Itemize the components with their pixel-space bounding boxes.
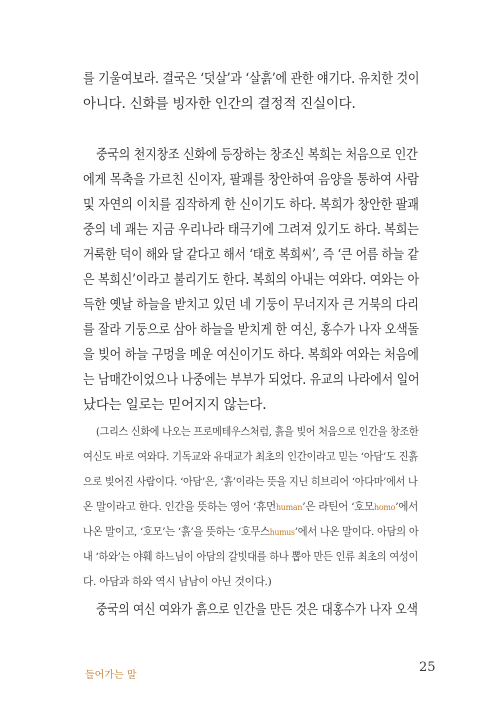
note-text: ’에서 [395,501,419,513]
body-text-line: 났다는 일로는 믿어지지 않는다. [83,397,267,413]
body-text-line: 중국의 천지창조 신화에 등장하는 창조신 복희는 처음으로 인간 [96,147,418,163]
body-text-line: 를 잘라 기둥으로 삼아 하늘을 받치게 한 여신, 홍수가 나자 오색돌 [83,322,419,338]
note-text-line: (그리스 신화에 나오는 프로메테우스처럼, 흙을 빚어 처음으로 인간을 창조한 [96,426,419,438]
page-number: 25 [419,660,436,675]
body-text-line: 을 빚어 하늘 구멍을 메운 여신이기도 하다. 복희와 여와는 처음에 [83,347,419,363]
body-text-line: 중국의 여신 여와가 흙으로 인간을 만든 것은 대홍수가 나자 오색 [96,602,418,618]
note-text-line: 내 ‘하와’는 야훼 하느님이 아담의 갈빗대를 하나 뽑아 만든 인류 최초의 여성이 [83,551,419,563]
note-text: 온 말이라고 한다. 인간을 뜻하는 영어 ‘휴먼 [83,501,276,513]
body-text-line: 에게 목축을 가르친 신이자, 팔괘를 창안하여 음양을 통하여 사람 [83,172,419,188]
body-text-line: 는 남매간이었으나 나중에는 부부가 되었다. 유교의 나라에서 일어 [83,372,420,388]
body-text-line: 은 복희신’이라고 불리기도 한다. 복희의 아내는 여와다. 여와는 아 [83,272,419,288]
body-text-line: 중의 네 괘는 지금 우리나라 태극기에 그려져 있기도 하다. 복희는 [83,222,419,238]
note-text: ’에서 나온 말이다. 아담의 아 [294,526,419,538]
note-text-line: 여신도 바로 여와다. 기독교와 유대교가 최초의 인간이라고 믿는 ‘아담’도 진흙 [83,451,418,463]
note-text-line: 으로 빚어진 사람이다. ‘아담’은, ‘흙’이라는 뜻을 지닌 히브리어 ‘아다마’에서 나 [83,476,418,488]
body-text-line: 아니다. 신화를 빙자한 인간의 결정적 진실이다. [83,96,356,112]
note-text: 나온 말이고, ‘호모’는 ‘흙’을 뜻하는 ‘호무스 [83,526,270,538]
note-text-line [83,499,418,514]
latin-term: humus [269,528,295,537]
body-text-line: 득한 옛날 하늘을 받치고 있던 네 기둥이 무너지자 큰 거북의 다리 [83,297,419,313]
note-text: ’은 라틴어 ‘호모 [302,501,375,513]
latin-term: homo [374,503,396,512]
body-text-line: 및 자연의 이치를 짐작하게 한 신이기도 하다. 복희가 창안한 팔괘 [83,197,419,213]
english-term: human [275,503,303,512]
running-footer-title: 들어가는 말 [85,670,137,681]
note-text-line: 다. 아담과 하와 역시 남남이 아닌 것이다.) [83,576,272,588]
body-text-line: 를 기울여보라. 결국은 ‘덧살’과 ‘살흙’에 관한 얘기다. 유치한 것이 [83,71,420,87]
note-text-line [83,524,418,539]
body-text-line: 거룩한 덕이 해와 달 같다고 해서 ‘태호 복희씨’, 즉 ‘큰 어름 하늘 같 [83,247,419,263]
